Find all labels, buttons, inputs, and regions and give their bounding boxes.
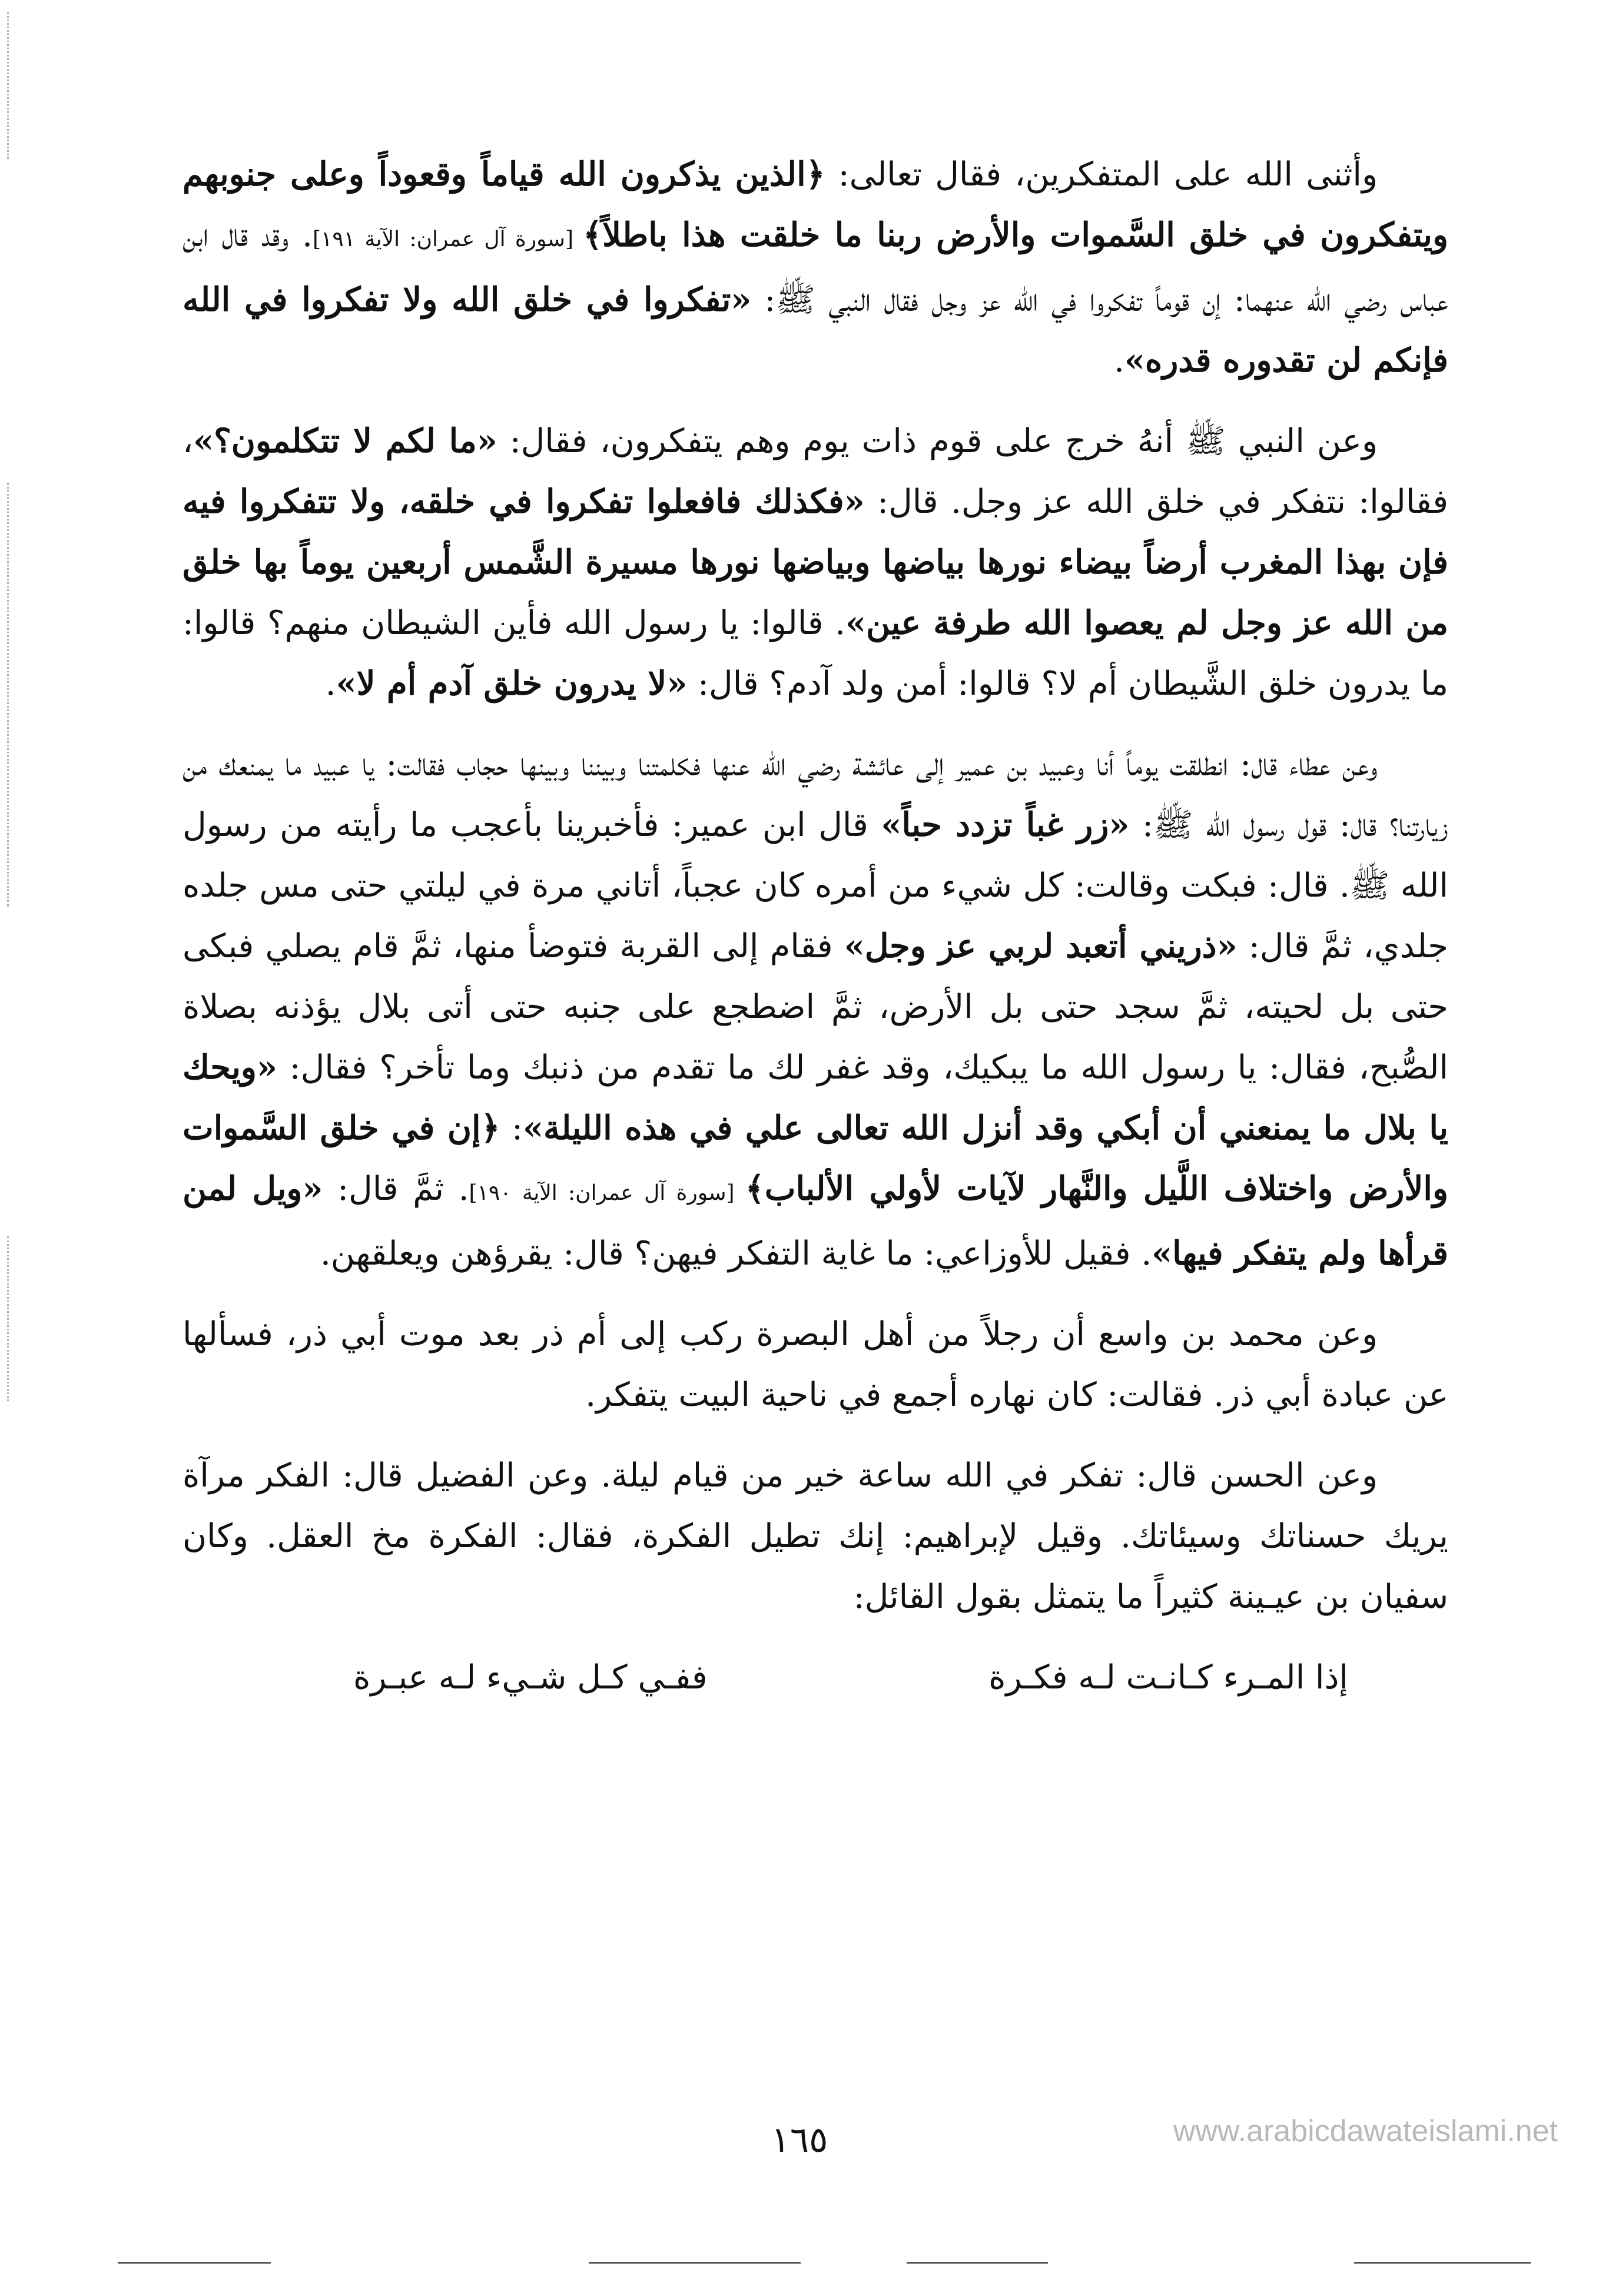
text-run: . فقيل للأوزاعي: ما غاية التفكر فيهن؟ قال: يقرؤهن ويعلقهن. [320,1235,1152,1273]
verse-second-hemistich: ففـي كـل شـيء لـه عبـرة [353,1658,708,1697]
quote-text: ﴿إن في خلق السَّموات والأرض واختلاف اللَّيل والنَّهار لآيات لأولي الألباب﴾ [183,1109,1448,1208]
scan-edge-middle [7,483,11,907]
text-run: . قالوا: يا رسول الله فأين الشيطان منهم؟ قالوا: ما يدرون خلق الشَّيطان أم لا؟ قالوا: أمن ولد آدم؟ قال: [183,604,1448,703]
text-run: ، فقالوا: نتفكر في خلق الله عز وجل. قال: [183,422,1448,521]
text-run: وعن النبي ﷺ أنهُ خرج على قوم ذات يوم وهم يتفكرون، فقال: [497,422,1378,460]
footer-rule-center-left [589,2262,801,2264]
watermark: www.arabicdawateislami.net [1173,2114,1558,2148]
paragraph [183,144,1448,391]
text-run: . [1114,341,1124,380]
text-run: . وقد قال ابن عباس رضي الله عنهما: إن قوماً تفكروا في الله عز وجل فقال النبي ﷺ: [183,216,1449,319]
text-body [183,144,1448,1708]
text-run: وأثنى الله على المتفكرين، فقال تعالى: [825,155,1378,194]
quote-text: «تفكروا في خلق الله ولا تفكروا في الله فإنكم لن تقدوره قدره» [183,280,1448,380]
text-run: وعن عطاء قال: انطلقت يوماً أنا وعبيد بن عمير إلى عائشة رضي الله عنها فكلمتنا وبيننا وبينها حجاب فقالت: يا عبيد ما يمنعك من زيارتنا؟ قال: قول رسول الله ﷺ: [183,745,1448,844]
quote-text: «ما لكم لا تتكلمون؟» [193,422,497,460]
quote-text: «ويحك يا بلال ما يمنعني أن أبكي وقد أنزل الله تعالى علي في هذه الليلة» [183,1048,1448,1147]
text-run: . [325,665,336,703]
text-run: قال ابن عمير: فأخبرينا بأعجب ما رأيته من رسول الله ﷺ. قال: فبكت وقالت: كل شيء من أمره كان عجباً، أتاني مرة في ليلتي حتى مس جلده جلدي، ثمَّ قال: [183,806,1448,965]
page-number: ١٦٥ [771,2119,828,2161]
scan-edge-top [7,12,11,159]
text-run: وعن محمد بن واسع أن رجلاً من أهل البصرة ركب إلى أم ذر بعد موت أبي ذر، فسألها عن عبادة أبي ذر. فقالت: كان نهاره أجمع في ناحية البيت يتفكر. [183,1315,1448,1414]
footer-rule-right [1354,2262,1531,2264]
quote-text: «لا يدرون خلق آدم أم لا» [336,664,688,703]
footer-rule-left [118,2262,271,2264]
text-run: فقام إلى القربة فتوضأ منها، ثمَّ قام يصلي فبكى حتى بل لحيته، ثمَّ سجد حتى بل الأرض، ثمَّ اضطجع على جنبه حتى أتى بلال يؤذنه بصلاة الصُّبح، فقال: يا رسول الله ما يبكيك، وقد غفر لك ما تقدم من ذنبك وما تأخر؟ فقال: [183,927,1448,1087]
poetry-verse [353,1647,1348,1708]
citation-ref: [سورة آل عمران: الآية ١٩٠] [469,1181,745,1205]
scan-edge-lower [7,1236,11,1401]
paragraph [183,1304,1448,1425]
quote-text: «فكذلك فافعلوا تفكروا في خلقه، ولا تتفكروا فيه فإن بهذا المغرب أرضاً بيضاء نورها بياضها وبياضها نورها مسيرة الشَّمس أربعين يوماً بها خلق من الله عز وجل لم يعصوا الله طرفة عين» [183,482,1448,642]
text-run: وعن الحسن قال: تفكر في الله ساعة خير من قيام ليلة. وعن الفضيل قال: الفكر مرآة يريك حسناتك وسيئاتك. وقيل لإبراهيم: إنك تطيل الفكرة، فقال: الفكرة مخ العقل. وكان سفيان بن عيـينة كثيراً ما يتمثل بقول القائل: [183,1456,1448,1616]
footer-rule-center-right [907,2262,1048,2264]
paragraph [183,734,1448,1284]
quote-text: «زر غباً تزدد حباً» [881,805,1130,844]
quote-text: ﴿الذين يذكرون الله قياماً وقعوداً وعلى جنوبهم ويتفكرون في خلق السَّموات والأرض ربنا ما خلقت هذا باطلاً﴾ [183,155,1448,254]
quote-text: «ذريني أتعبد لربي عز وجل» [844,927,1238,965]
text-run: . ثمَّ قال: [323,1170,469,1208]
verse-first-hemistich: إذا المـرء كـانـت لـه فكـرة [988,1658,1348,1697]
paragraph [183,411,1448,714]
paragraph [183,1445,1448,1627]
text-run: : [500,1109,523,1147]
quote-text: «ويل لمن قرأها ولم يتفكر فيها» [183,1169,1448,1273]
citation-ref: [سورة آل عمران: الآية ١٩١] [312,227,583,251]
